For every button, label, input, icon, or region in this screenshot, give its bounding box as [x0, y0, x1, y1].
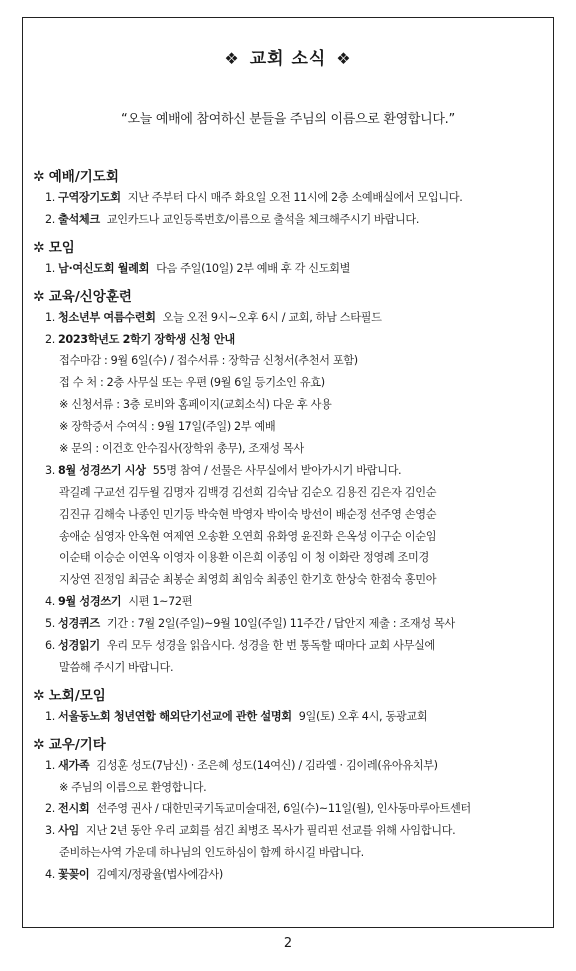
item-number: 2. — [45, 332, 55, 346]
news-item-detail — [33, 482, 549, 504]
news-item-detail — [33, 372, 549, 394]
diamond-ornament-icon: ❖ — [336, 49, 352, 68]
item-label: 성경퀴즈 — [57, 617, 100, 631]
item-number: 2. — [45, 802, 55, 816]
section-heading — [33, 686, 549, 706]
news-item — [33, 460, 549, 482]
item-number: 2. — [45, 212, 55, 226]
welcome-message: “오늘 예배에 참여하신 분들을 주님의 이름으로 환영합니다.” — [121, 112, 455, 127]
section-heading-text: 교우/기타 — [48, 736, 106, 753]
section-heading — [33, 287, 549, 307]
item-label: 성경읽기 — [57, 639, 100, 653]
item-text: 지난 2년 동안 우리 교회를 섬긴 최병조 목사가 필리핀 선교를 위해 사임합니다. — [85, 824, 456, 838]
item-number: 1. — [45, 261, 55, 275]
section-heading-text: 교육/신앙훈련 — [48, 288, 132, 305]
news-item-detail — [33, 438, 549, 460]
item-text: ※ 문의 : 이건호 안수집사(장학위 총무), 조재성 목사 — [59, 442, 304, 456]
item-text: ※ 주님의 이름으로 환영합니다. — [59, 780, 207, 794]
item-text: 지상연 진정임 최금순 최봉순 최영희 최임숙 최종인 한기호 한상숙 한점숙 홍민아 — [59, 573, 437, 587]
news-item-detail — [33, 416, 549, 438]
news-section — [33, 287, 549, 679]
item-text: 준비하는사역 가운데 하나님의 인도하심이 함께 하시길 바랍니다. — [59, 846, 364, 860]
item-text: 김예지/정광율(법사에감사) — [96, 868, 223, 882]
item-text: 말씀해 주시기 바랍니다. — [59, 660, 174, 674]
item-label: 새가족 — [57, 758, 90, 772]
news-section — [33, 735, 549, 886]
item-label: 전시회 — [57, 802, 90, 816]
news-item-detail — [33, 394, 549, 416]
item-label: 출석체크 — [57, 212, 100, 226]
item-label: 꽃꽂이 — [57, 868, 90, 882]
news-item — [33, 820, 549, 842]
bulletin-frame — [22, 17, 554, 928]
news-item-detail — [33, 569, 549, 591]
item-text: 곽길례 구교선 김두월 김명자 김백경 김선희 김숙남 김순오 김용진 김은자 김인순 — [59, 485, 437, 499]
item-text: 다음 주일(10일) 2부 예배 후 각 신도회별 — [156, 261, 351, 275]
item-label: 8월 성경쓰기 시상 — [57, 463, 146, 477]
news-item-detail — [33, 657, 549, 679]
item-text: 이순태 이승순 이연옥 이영자 이용환 이은희 이종임 이 청 이화란 정영례 조미경 — [59, 551, 429, 565]
news-item — [33, 613, 549, 635]
item-text: 오늘 오전 9시~오후 6시 / 교회, 하남 스타필드 — [162, 310, 382, 324]
item-label: 청소년부 여름수련회 — [57, 310, 156, 324]
item-number: 1. — [45, 709, 55, 723]
news-item — [33, 864, 549, 886]
asterisk-icon: ✲ — [33, 736, 45, 753]
item-text: 접 수 처 : 2층 사무실 또는 우편 (9월 6일 등기소인 유효) — [59, 376, 325, 390]
section-heading — [33, 735, 549, 755]
news-section — [33, 167, 549, 231]
item-label: 사임 — [57, 824, 79, 838]
page-title — [23, 44, 553, 69]
news-item — [33, 755, 549, 777]
item-label: 구역장기도회 — [57, 191, 121, 204]
section-heading — [33, 167, 549, 187]
news-item — [33, 307, 549, 329]
item-text: 김성훈 성도(7남신) · 조은혜 성도(14여신) / 김라엘 · 김이레(유아유치부) — [96, 758, 438, 772]
news-item — [33, 591, 549, 613]
item-number: 4. — [45, 595, 55, 609]
news-item — [33, 209, 549, 231]
asterisk-icon: ✲ — [33, 288, 45, 305]
page-number: 2 — [283, 936, 293, 951]
news-item — [33, 187, 549, 209]
item-number: 5. — [45, 617, 55, 631]
asterisk-icon: ✲ — [33, 687, 45, 704]
item-label: 9월 성경쓰기 — [57, 595, 122, 609]
news-section — [33, 238, 549, 280]
news-item-detail — [33, 350, 549, 372]
section-heading — [33, 238, 549, 258]
news-item-detail — [33, 504, 549, 526]
asterisk-icon: ✲ — [33, 169, 45, 185]
item-label: 서울동노회 청년연합 해외단기선교에 관한 설명회 — [57, 709, 292, 723]
item-number: 3. — [45, 463, 55, 477]
item-text: 지난 주부터 다시 매주 화요일 오전 11시에 2층 소예배실에서 모입니다. — [127, 191, 463, 204]
item-text: 교인카드나 교인등록번호/이름으로 출석을 체크해주시기 바랍니다. — [106, 212, 420, 226]
diamond-ornament-icon: ❖ — [224, 49, 240, 68]
item-text: 우리 모두 성경을 읽읍시다. 성경을 한 번 통독할 때마다 교회 사무실에 — [106, 639, 435, 653]
item-number: 1. — [45, 310, 55, 324]
news-item — [33, 258, 549, 280]
section-heading-text: 모임 — [48, 239, 75, 256]
news-section — [33, 686, 549, 728]
item-text: 시편 1~72편 — [128, 595, 193, 609]
section-heading-text: 예배/기도회 — [48, 169, 119, 185]
item-text: 기간 : 7월 2일(주일)~9월 10일(주일) 11주간 / 답안지 제출 : 조재성 목사 — [106, 617, 455, 631]
item-text: 선주영 권사 / 대한민국기독교미술대전, 6일(수)~11일(월), 인사동마루아트센터 — [96, 802, 471, 816]
news-item-detail — [33, 777, 549, 799]
news-item — [33, 798, 549, 820]
item-text: ※ 장학증서 수여식 : 9월 17일(주일) 2부 예배 — [59, 420, 276, 434]
news-item-detail — [33, 547, 549, 569]
news-item — [33, 635, 549, 657]
item-text: 접수마감 : 9월 6일(수) / 접수서류 : 장학금 신청서(추천서 포함) — [59, 354, 358, 368]
item-text: 김진규 김해숙 나종인 민기등 박숙현 박영자 박이숙 방선이 배순정 선주영 손영순 — [59, 507, 437, 521]
item-number: 4. — [45, 868, 55, 882]
item-text: ※ 신청서류 : 3층 로비와 홈페이지(교회소식) 다운 후 사용 — [59, 398, 332, 412]
asterisk-icon: ✲ — [33, 239, 45, 256]
section-heading-text: 노회/모임 — [48, 687, 106, 704]
item-text: 9일(토) 오후 4시, 동광교회 — [298, 709, 428, 723]
item-text: 송애순 심영자 안옥현 여제연 오송환 오연희 유화영 윤진화 은옥성 이구순 이순임 — [59, 529, 437, 543]
item-number: 1. — [45, 758, 55, 772]
news-content — [33, 160, 549, 886]
item-label: 남·여신도회 월례회 — [57, 261, 150, 275]
item-text: 55명 참여 / 선물은 사무실에서 받아가시기 바랍니다. — [152, 463, 402, 477]
item-number: 3. — [45, 824, 55, 838]
news-item-detail — [33, 526, 549, 548]
title-text: 교회 소식 — [249, 49, 327, 69]
news-item — [33, 329, 549, 351]
item-number: 1. — [45, 191, 55, 204]
news-item-detail — [33, 842, 549, 864]
news-item — [33, 706, 549, 728]
item-label: 2023학년도 2학기 장학생 신청 안내 — [57, 332, 235, 346]
item-number: 6. — [45, 639, 55, 653]
